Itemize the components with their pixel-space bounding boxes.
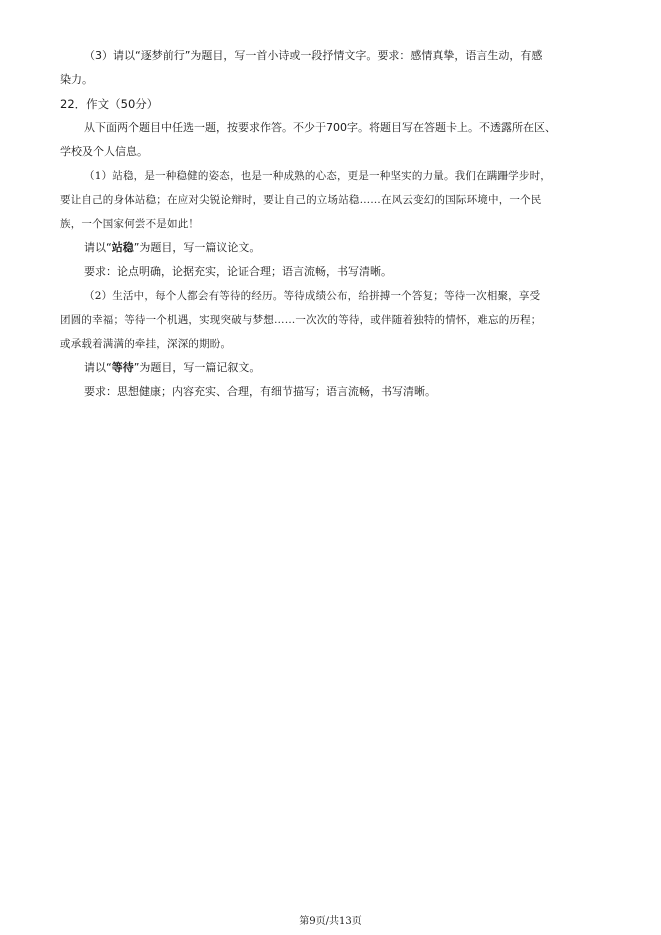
q21-part3-line2: 染力。 — [60, 73, 93, 86]
topic2-material-line1: （2）生活中，每个人都会有等待的经历。等待成绩公布，给拼搏一个答复；等待一次相聚，享受 — [84, 290, 541, 302]
topic2-material-line2: 团圆的幸福；等待一个机遇，实现突破与梦想……一次次的等待，或伴随着独特的情怀，难忘的历程； — [60, 314, 542, 326]
topic1-requirements: 要求：论点明确，论据充实，论证合理；语言流畅，书写清晰。 — [84, 265, 392, 278]
topic1-prompt — [60, 236, 608, 260]
q22-intro-line1: 从下面两个题目中任选一题，按要求作答。不少于700字。将题目写在答题卡上。不透露所在区、 — [84, 121, 556, 134]
topic1-material-line3: 族，一个国家何尝不是如此！ — [60, 218, 200, 230]
topic2-prompt-suffix: ”为题目，写一篇记叙文。 — [133, 361, 261, 374]
topic1-material-line2: 要让自己的身体站稳；在应对尖锐论辩时，要让自己的立场站稳……在风云变幻的国际环境中，一个民 — [60, 194, 542, 206]
topic1-prompt-prefix: 请以“ — [84, 241, 112, 254]
topic1-material-line1: （1）站稳，是一种稳健的姿态，也是一种成熟的心态，更是一种坚实的力量。我们在蹒跚学步时， — [84, 170, 551, 182]
topic1-prompt-title: 站稳 — [111, 241, 134, 254]
topic2-prompt — [60, 356, 608, 380]
topic2-prompt-title: 等待 — [111, 361, 134, 374]
topic2-prompt-prefix: 请以“ — [84, 361, 112, 374]
topic1-prompt-suffix: ”为题目，写一篇议论文。 — [133, 241, 261, 254]
topic2-requirements: 要求：思想健康；内容充实、合理，有细节描写；语言流畅，书写清晰。 — [84, 385, 436, 398]
q22-intro-line2: 学校及个人信息。 — [60, 145, 148, 158]
q21-part3-line1: （3）请以“逐梦前行”为题目，写一首小诗或一段抒情文字。要求：感情真挚，语言生动，有感 — [84, 49, 543, 62]
page-content — [60, 44, 608, 404]
topic2-material-line3: 或承载着满满的牵挂，深深的期盼。 — [60, 338, 232, 350]
page-footer: 第9页/共13页 — [299, 916, 362, 927]
q22-heading: 22．作文（50分） — [60, 97, 159, 111]
